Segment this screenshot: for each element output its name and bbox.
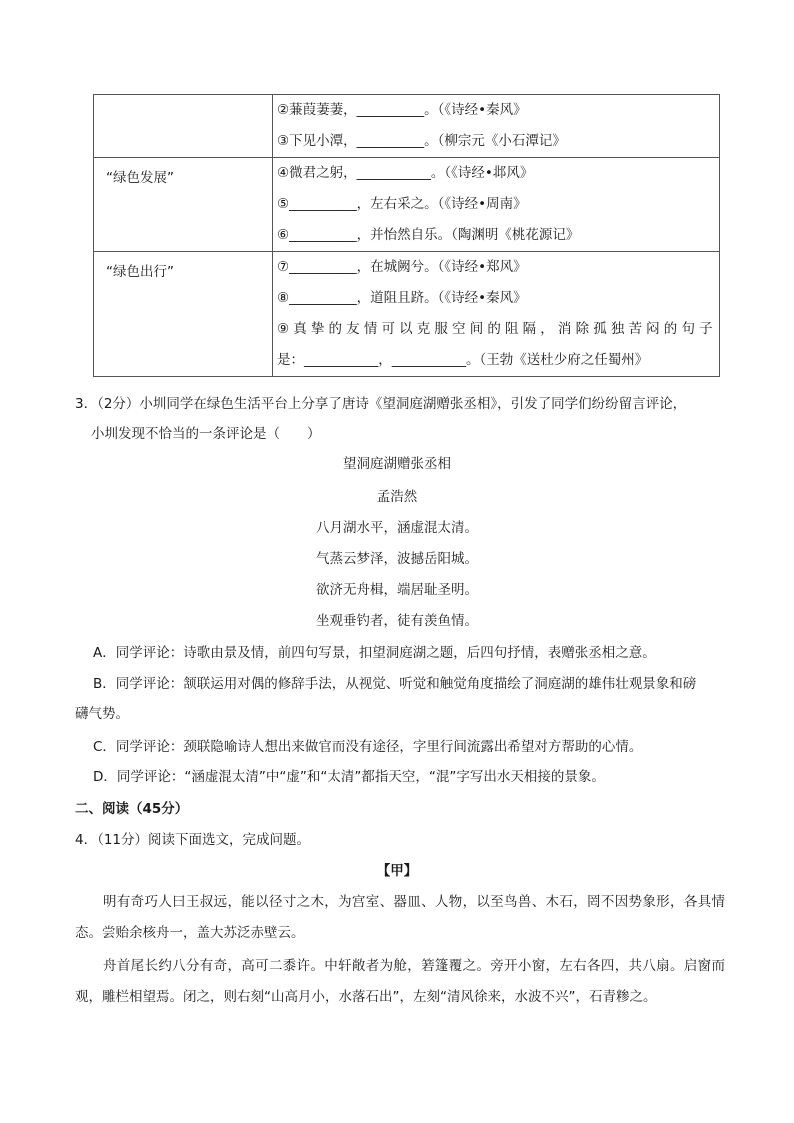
fill-in-table bbox=[93, 94, 720, 377]
table-row bbox=[94, 252, 720, 377]
table-line: ③下见小潭，__________。（柳宗元《小石潭记》 bbox=[277, 133, 566, 149]
table-line: ④微君之躬，___________。（《诗经•邶风》 bbox=[277, 165, 534, 181]
table-row bbox=[94, 95, 720, 158]
option-b bbox=[75, 669, 725, 729]
table-row bbox=[94, 158, 720, 252]
table-line: ⑥__________，并怡然自乐。（陶渊明《桃花源记》 bbox=[277, 227, 580, 243]
option-b-line2: 礴气势。 bbox=[75, 706, 129, 722]
section-heading: 二、阅读（45分） bbox=[75, 801, 189, 817]
question-3-line1: 3．（2分）小圳同学在绿色生活平台上分享了唐诗《望洞庭湖赠张丞相》，引发了同学们纷纷留言评论， bbox=[75, 396, 687, 412]
table-line: ⑨真挚的友情可以克服空间的阻隔，消除孤独苦闷的句子 bbox=[277, 321, 715, 337]
option-d: D．同学评论：“涵虚混太清”中“虚”和“太清”都指天空，“混”字写出水天相接的景象。 bbox=[93, 769, 605, 785]
table-line: ⑤__________，左右采之。（《诗经•周南》 bbox=[277, 196, 527, 212]
poem-author: 孟浩然 bbox=[376, 489, 418, 505]
table-lines-cell bbox=[273, 252, 720, 377]
table-category-cell: “绿色出行” bbox=[94, 252, 273, 377]
option-b-line1: B．同学评论：颔联运用对偶的修辞手法，从视觉、听觉和触觉角度描绘了洞庭湖的雄伟壮观景象和磅 bbox=[93, 676, 697, 692]
question-4: 4．（11分）阅读下面选文，完成问题。 bbox=[75, 832, 311, 848]
poem-line: 坐观垂钓者，徒有羡鱼情。 bbox=[316, 613, 478, 629]
table-line: ⑦__________，在城阙兮。（《诗经•郑风》 bbox=[277, 259, 527, 275]
passage-label: 【甲】 bbox=[376, 863, 418, 879]
passage-paragraph: 明有奇巧人曰王叔远，能以径寸之木，为宫室、器皿、人物，以至鸟兽、木石，罔不因势象形，各具情态。尝贻余核舟一，盖大苏泛赤壁云。 bbox=[75, 894, 725, 941]
poem-title: 望洞庭湖赠张丞相 bbox=[343, 456, 451, 472]
table-line: ②蒹葭萋萋，__________。（《诗经•秦风》 bbox=[277, 102, 527, 118]
option-c: C．同学评论：颈联隐喻诗人想出来做官而没有途径，字里行间流露出希望对方帮助的心情。 bbox=[93, 739, 643, 755]
poem-line: 八月湖水平，涵虚混太清。 bbox=[316, 520, 478, 536]
question-3 bbox=[75, 389, 725, 449]
table-lines-cell bbox=[273, 158, 720, 252]
table-category-cell: “绿色发展” bbox=[94, 158, 273, 252]
table-lines-cell bbox=[273, 95, 720, 158]
table-category-cell bbox=[94, 95, 273, 158]
poem-line: 气蒸云梦泽，波撼岳阳城。 bbox=[316, 551, 478, 567]
poem-line: 欲济无舟楫，端居耻圣明。 bbox=[316, 582, 478, 598]
question-3-line2: 小圳发现不恰当的一条评论是（ ） bbox=[91, 426, 321, 442]
table-line: ⑧__________，道阻且跻。（《诗经•秦风》 bbox=[277, 290, 527, 306]
option-a: A．同学评论：诗歌由景及情，前四句写景，扣望洞庭湖之题，后四句抒情，表赠张丞相之意。 bbox=[93, 645, 656, 661]
table-line: 是：___________，___________。（王勃《送杜少府之任蜀州》 bbox=[277, 352, 649, 368]
passage-paragraph: 舟首尾长约八分有奇，高可二黍许。中轩敞者为舱，箬篷覆之。旁开小窗，左右各四，共八扇。启窗而观，雕栏相望焉。闭之，则右刻“山高月小，水落石出”，左刻“清风徐来，水波不兴”，石青糁之。 bbox=[75, 958, 725, 1005]
